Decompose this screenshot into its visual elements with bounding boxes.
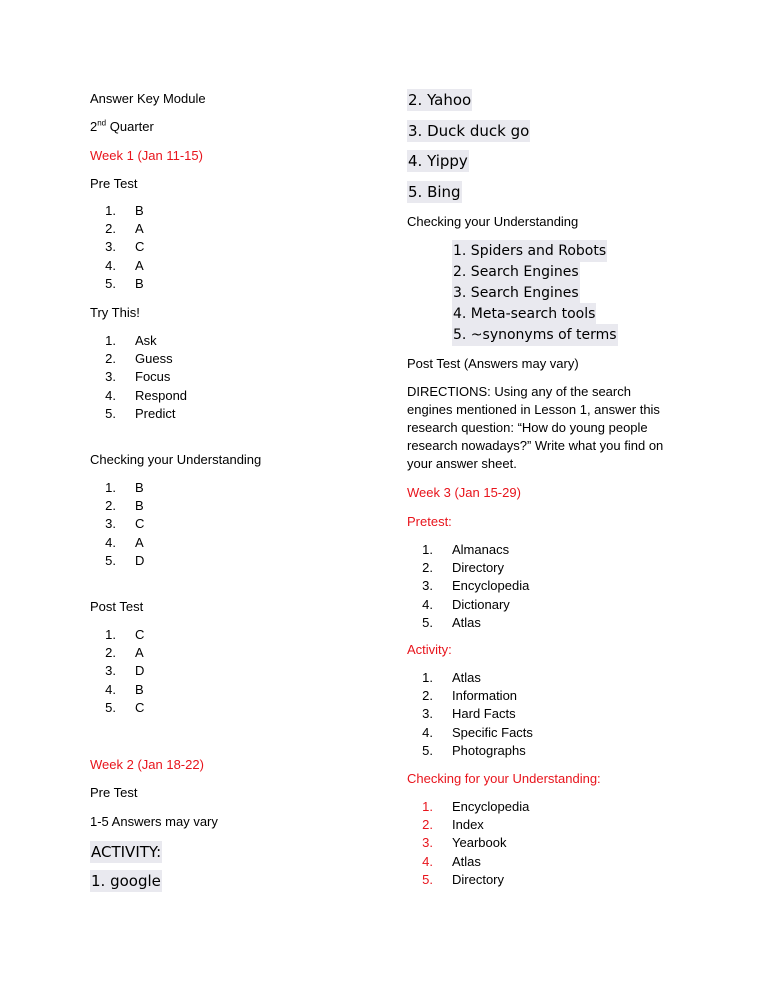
quarter-word: Quarter xyxy=(109,119,154,134)
week2-posttest-label: Post Test (Answers may vary) xyxy=(407,356,579,371)
list-answer: Hard Facts xyxy=(452,706,516,722)
activity-item-4: 4. Yippy xyxy=(408,152,468,170)
list-item xyxy=(90,699,144,717)
list-number: 2. xyxy=(422,560,433,576)
list-item xyxy=(90,275,144,293)
list-answer: Encyclopedia xyxy=(452,799,530,814)
list-number: 2. xyxy=(105,351,116,367)
list-answer: Photographs xyxy=(452,742,526,758)
list-number: 1. xyxy=(422,799,433,814)
trythis-list xyxy=(90,332,187,423)
list-item xyxy=(90,681,144,699)
list-number: 4. xyxy=(105,681,116,697)
week2-pretest-label: Pre Test xyxy=(90,785,138,800)
week2-checking-label: Checking your Understanding xyxy=(407,214,579,229)
list-number: 3. xyxy=(105,369,116,385)
list-number: 4. xyxy=(422,724,433,740)
list-number: 4. xyxy=(422,853,433,869)
list-item xyxy=(407,724,533,742)
list-answer: Directory xyxy=(452,871,505,887)
list-item xyxy=(90,515,144,533)
list-answer: B xyxy=(135,203,144,218)
list-number: 1. xyxy=(422,542,433,557)
list-item xyxy=(90,497,144,515)
list-item xyxy=(407,853,529,871)
list-item xyxy=(407,559,529,577)
week1-posttest-list xyxy=(90,626,144,717)
list-item xyxy=(90,552,144,570)
list-answer: Atlas xyxy=(452,853,481,869)
week2-checking-list xyxy=(452,240,618,345)
week2-activity-item-1: 1. google xyxy=(91,872,161,890)
week3-cfu-list xyxy=(407,798,529,889)
list-answer: B xyxy=(135,681,144,697)
list-answer: Index xyxy=(452,817,484,833)
list-number: 1. xyxy=(105,203,116,218)
list-item xyxy=(407,798,529,816)
week1-checking-label: Checking your Understanding xyxy=(90,452,262,467)
list-answer: Directory xyxy=(452,560,505,576)
week1-checking-list xyxy=(90,479,144,570)
list-item xyxy=(90,405,187,423)
week3-activity-label: Activity: xyxy=(407,642,452,657)
checking-item-2: 2. Search Engines xyxy=(452,261,580,283)
list-answer: Ask xyxy=(135,333,157,348)
week2-activity-label: ACTIVITY: xyxy=(91,843,162,861)
list-number: 5. xyxy=(105,552,116,568)
list-number: 1. xyxy=(105,480,116,495)
checking-item-1: 1. Spiders and Robots xyxy=(452,240,607,262)
list-number: 2. xyxy=(422,688,433,704)
list-answer: Almanacs xyxy=(452,542,510,557)
list-number: 2. xyxy=(105,498,116,514)
week3-pretest-label: Pretest: xyxy=(407,514,452,529)
list-number: 5. xyxy=(105,275,116,291)
list-answer: D xyxy=(135,552,145,568)
list-number: 5. xyxy=(422,614,433,630)
list-answer: Predict xyxy=(135,405,176,421)
checking-item-5: 5. ~synonyms of terms xyxy=(452,324,618,346)
list-number: 3. xyxy=(105,663,116,679)
checking-item-4: 4. Meta-search tools xyxy=(452,303,596,325)
week3-cfu-label: Checking for your Understanding: xyxy=(407,771,601,786)
list-number: 4. xyxy=(105,534,116,550)
list-answer: B xyxy=(135,480,144,495)
list-answer: C xyxy=(135,627,145,642)
list-item xyxy=(407,871,529,889)
list-number: 5. xyxy=(422,871,433,887)
list-answer: Atlas xyxy=(452,670,481,685)
list-item xyxy=(407,541,529,559)
activity-item-3: 3. Duck duck go xyxy=(408,122,530,140)
week1-heading: Week 1 (Jan 11-15) xyxy=(90,148,203,163)
week3-heading: Week 3 (Jan 15-29) xyxy=(407,485,521,500)
list-answer: B xyxy=(135,275,144,291)
list-number: 1. xyxy=(105,333,116,348)
list-item xyxy=(90,350,187,368)
list-number: 3. xyxy=(422,706,433,722)
list-item xyxy=(90,332,187,350)
list-answer: C xyxy=(135,239,145,255)
week2-heading: Week 2 (Jan 18-22) xyxy=(90,757,204,772)
list-number: 2. xyxy=(105,221,116,237)
list-item xyxy=(90,257,144,275)
list-number: 3. xyxy=(105,239,116,255)
activity-item-5: 5. Bing xyxy=(408,183,461,201)
list-answer: C xyxy=(135,699,145,715)
list-number: 2. xyxy=(422,817,433,833)
week1-pretest-label: Pre Test xyxy=(90,176,138,191)
week2-pretest-note: 1-5 Answers may vary xyxy=(90,814,218,829)
trythis-label: Try This! xyxy=(90,305,140,320)
week1-pretest-list xyxy=(90,202,144,293)
list-number: 1. xyxy=(422,670,433,685)
list-item xyxy=(90,662,144,680)
list-answer: D xyxy=(135,663,145,679)
list-answer: A xyxy=(135,645,144,661)
list-number: 5. xyxy=(105,405,116,421)
quarter-number: 2 xyxy=(90,119,98,134)
list-answer: Guess xyxy=(135,351,173,367)
list-item xyxy=(407,816,529,834)
list-number: 4. xyxy=(105,257,116,273)
week1-posttest-label: Post Test xyxy=(90,599,144,614)
list-answer: A xyxy=(135,257,144,273)
list-answer: C xyxy=(135,516,145,532)
list-item xyxy=(90,534,144,552)
list-answer: Atlas xyxy=(452,614,481,630)
list-item xyxy=(90,626,144,644)
list-item xyxy=(90,220,144,238)
list-number: 3. xyxy=(422,835,433,851)
week3-activity-list xyxy=(407,669,533,760)
list-answer: Specific Facts xyxy=(452,724,533,740)
list-number: 3. xyxy=(422,578,433,594)
activity-item-2: 2. Yahoo xyxy=(408,91,472,109)
list-item xyxy=(407,834,529,852)
list-item xyxy=(407,596,529,614)
list-answer: Encyclopedia xyxy=(452,578,530,594)
list-answer: B xyxy=(135,498,144,514)
checking-item-3: 3. Search Engines xyxy=(452,282,580,304)
list-answer: Respond xyxy=(135,387,188,403)
list-item xyxy=(407,577,529,595)
list-answer: Yearbook xyxy=(452,835,507,851)
list-item xyxy=(90,238,144,256)
list-answer: Information xyxy=(452,688,518,704)
list-item xyxy=(90,202,144,220)
list-number: 5. xyxy=(422,742,433,758)
list-number: 4. xyxy=(422,596,433,612)
list-number: 1. xyxy=(105,627,116,642)
list-number: 3. xyxy=(105,516,116,532)
quarter-label xyxy=(90,118,154,136)
doc-title: Answer Key Module xyxy=(90,91,206,106)
list-item xyxy=(407,742,533,760)
list-item xyxy=(407,614,529,632)
list-item xyxy=(90,387,187,405)
list-answer: A xyxy=(135,221,144,237)
list-item xyxy=(90,368,187,386)
list-item xyxy=(407,687,533,705)
list-number: 5. xyxy=(105,699,116,715)
quarter-suffix: nd xyxy=(97,118,107,128)
list-answer: Focus xyxy=(135,369,171,385)
list-item xyxy=(90,644,144,662)
list-item xyxy=(407,705,533,723)
list-number: 4. xyxy=(105,387,116,403)
week2-directions: DIRECTIONS: Using any of the search engines mentioned in Lesson 1, answer this research question: “How do young people research nowadays?” Write what you find on your answer sheet. xyxy=(407,384,664,471)
list-number: 2. xyxy=(105,645,116,661)
list-answer: Dictionary xyxy=(452,596,510,612)
list-item xyxy=(407,669,533,687)
list-item xyxy=(90,479,144,497)
list-answer: A xyxy=(135,534,144,550)
week3-pretest-list xyxy=(407,541,529,632)
